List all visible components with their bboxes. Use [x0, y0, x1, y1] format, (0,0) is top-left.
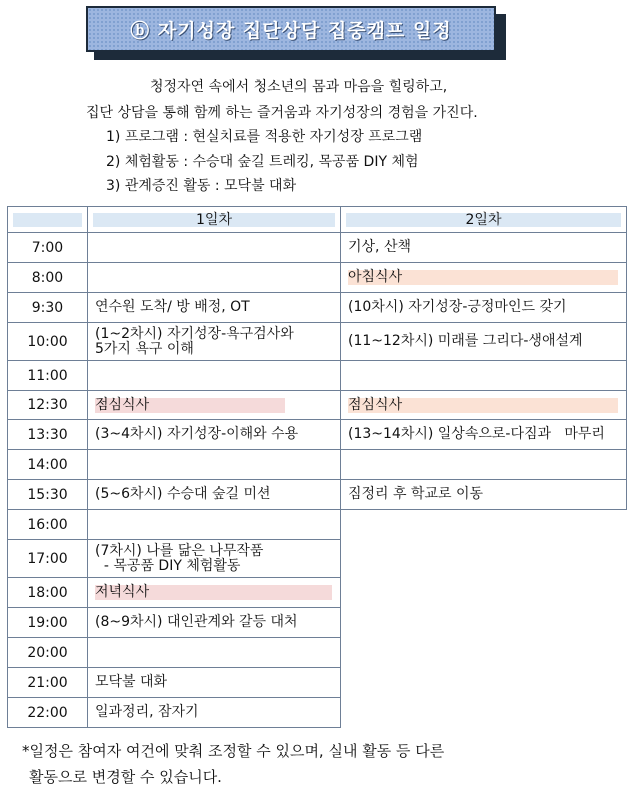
table-row	[8, 510, 627, 540]
intro-line-2: 집단 상담을 통해 함께 하는 즐거움과 자기성장의 경험을 가진다.	[86, 105, 478, 121]
table-row	[8, 608, 627, 638]
table-header-row	[8, 207, 627, 233]
footnote	[22, 738, 444, 790]
table-row	[8, 263, 627, 293]
table-row	[8, 480, 627, 510]
day1-cell: (7차시) 나를 닮은 나무작품 - 목공품 DIY 체험활동	[88, 540, 341, 578]
meal-highlight: 아침식사	[348, 270, 618, 285]
table-row	[8, 578, 627, 608]
schedule-table	[7, 206, 627, 728]
day1-cell	[88, 263, 341, 293]
day1-cell: 모닥불 대화	[88, 668, 341, 698]
day1-cell	[88, 578, 341, 608]
table-row	[8, 323, 627, 361]
time-cell: 18:00	[8, 578, 88, 608]
time-cell: 22:00	[8, 698, 88, 728]
day1-cell	[88, 638, 341, 668]
time-cell: 15:30	[8, 480, 88, 510]
table-row	[8, 638, 627, 668]
table-row	[8, 668, 627, 698]
table-row	[8, 540, 627, 578]
day1-cell: (5~6차시) 수승대 숲길 미션	[88, 480, 341, 510]
time-cell: 19:00	[8, 608, 88, 638]
day2-cell: (13~14차시) 일상속으로-다짐과 마무리	[341, 420, 627, 450]
header-time	[8, 207, 88, 233]
table-row	[8, 293, 627, 323]
day2-cell	[341, 263, 627, 293]
page-title: ⓑ 자기성장 집단상담 집중캠프 일정	[86, 6, 496, 52]
day1-cell	[88, 510, 341, 540]
title-banner	[86, 6, 504, 58]
time-cell: 11:00	[8, 361, 88, 391]
day1-cell: (1~2차시) 자기성장-욕구검사와 5가지 욕구 이해	[88, 323, 341, 361]
day1-cell	[88, 233, 341, 263]
table-row	[8, 450, 627, 480]
time-cell: 12:30	[8, 391, 88, 420]
time-cell: 7:00	[8, 233, 88, 263]
table-row	[8, 361, 627, 391]
intro-item-2: 2) 체험활동 : 수승대 숲길 트레킹, 목공품 DIY 체험	[106, 154, 419, 170]
day2-cell	[341, 361, 627, 391]
time-cell: 20:00	[8, 638, 88, 668]
time-cell: 10:00	[8, 323, 88, 361]
intro-item-1: 1) 프로그램 : 현실치료를 적용한 자기성장 프로그램	[106, 129, 423, 145]
day1-cell: 연수원 도착/ 방 배정, OT	[88, 293, 341, 323]
day1-cell: (8~9차시) 대인관계와 갈등 대처	[88, 608, 341, 638]
time-cell: 8:00	[8, 263, 88, 293]
day1-cell: 일과정리, 잠자기	[88, 698, 341, 728]
time-cell: 14:00	[8, 450, 88, 480]
footnote-line-2: 활동으로 변경할 수 있습니다.	[29, 768, 222, 786]
day1-cell	[88, 361, 341, 391]
time-cell: 9:30	[8, 293, 88, 323]
meal-highlight: 저녁식사	[95, 585, 332, 600]
time-cell: 17:00	[8, 540, 88, 578]
intro-line-1: 청정자연 속에서 청소년의 몸과 마음을 힐링하고,	[150, 79, 448, 95]
day2-cell: 짐정리 후 학교로 이동	[341, 480, 627, 510]
day1-cell: (3~4차시) 자기성장-이해와 수용	[88, 420, 341, 450]
table-row	[8, 233, 627, 263]
meal-highlight: 점심식사	[95, 398, 285, 413]
table-row	[8, 698, 627, 728]
time-cell: 21:00	[8, 668, 88, 698]
day1-cell	[88, 391, 341, 420]
footnote-line-1: *일정은 참여자 여건에 맞춰 조정할 수 있으며, 실내 활동 등 다른	[22, 742, 445, 760]
day2-cell: (11~12차시) 미래를 그리다-생애설계	[341, 323, 627, 361]
table-row	[8, 420, 627, 450]
time-cell: 16:00	[8, 510, 88, 540]
header-day2: 2일차	[341, 207, 627, 233]
day2-cell: 기상, 산책	[341, 233, 627, 263]
intro-item-3: 3) 관계증진 활동 : 모닥불 대화	[106, 178, 297, 194]
day2-cell	[341, 450, 627, 480]
meal-highlight: 점심식사	[348, 398, 618, 413]
header-day1: 1일차	[88, 207, 341, 233]
day2-cell: (10차시) 자기성장-긍정마인드 갖기	[341, 293, 627, 323]
table-row	[8, 391, 627, 420]
day1-cell	[88, 450, 341, 480]
time-cell: 13:30	[8, 420, 88, 450]
day2-cell	[341, 391, 627, 420]
